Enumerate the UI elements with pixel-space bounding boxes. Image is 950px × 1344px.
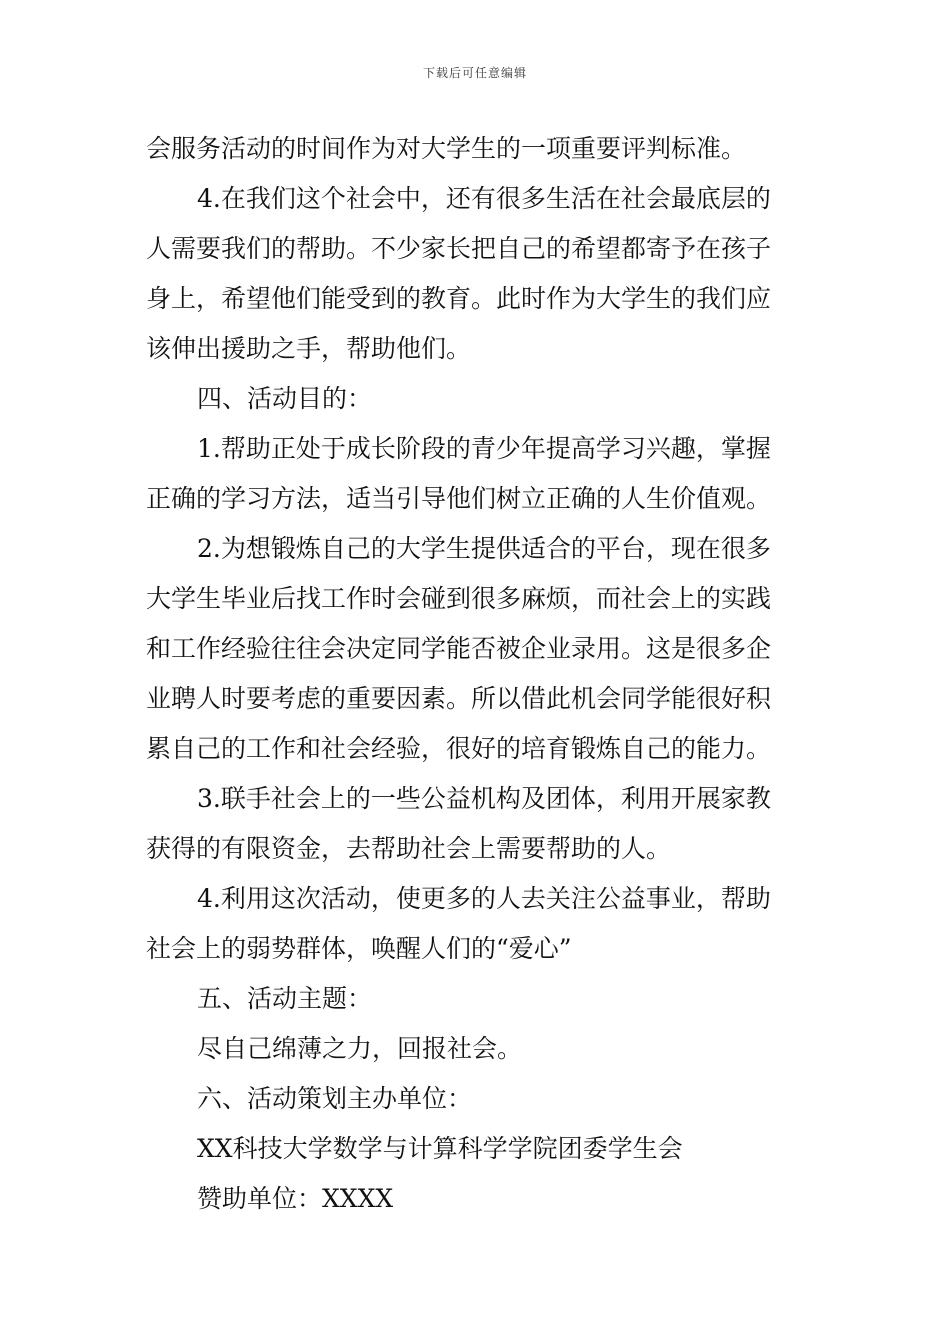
text-line: 1.帮助正处于成长阶段的青少年提高学习兴趣，掌握 (197, 434, 771, 463)
text-line: 获得的有限资金，去帮助社会上需要帮助的人。 (146, 834, 672, 863)
text-line: 大学生毕业后找工作时会碰到很多麻烦，而社会上的实践 (146, 584, 772, 613)
text-line: 正确的学习方法，适当引导他们树立正确的人生价值观。 (146, 484, 772, 513)
text-line: 4.在我们这个社会中，还有很多生活在社会最底层的 (197, 184, 771, 213)
text-line: 人需要我们的帮助。不少家长把自己的希望都寄予在孩子 (146, 234, 772, 263)
text-line: 4.利用这次活动，使更多的人去关注公益事业，帮助 (197, 884, 771, 913)
text-line: 和工作经验往往会决定同学能否被企业录用。这是很多企 (146, 634, 772, 663)
text-line: 身上，希望他们能受到的教育。此时作为大学生的我们应 (146, 284, 772, 313)
section-heading: 六、活动策划主办单位： (197, 1084, 473, 1113)
text-line: XX科技大学数学与计算科学学院团委学生会 (197, 1134, 683, 1163)
section-heading: 五、活动主题： (197, 984, 373, 1013)
text-line: 尽自己绵薄之力，回报社会。 (197, 1034, 523, 1063)
text-line: 该伸出援助之手，帮助他们。 (146, 334, 472, 363)
document-body (146, 124, 812, 1224)
text-line: 会服务活动的时间作为对大学生的一项重要评判标准。 (146, 134, 747, 163)
text-line: 累自己的工作和社会经验，很好的培育锻炼自己的能力。 (146, 734, 772, 763)
text-line: 2.为想锻炼自己的大学生提供适合的平台，现在很多 (197, 534, 771, 563)
text-line: 业聘人时要考虑的重要因素。所以借此机会同学能很好积 (146, 684, 772, 713)
text-line: 社会上的弱势群体，唤醒人们的“爱心” (146, 934, 572, 963)
text-line: 赞助单位：XXXX (197, 1184, 394, 1213)
page-header: 下载后可任意编辑 (422, 66, 527, 80)
section-heading: 四、活动目的： (197, 384, 373, 413)
text-line: 3.联手社会上的一些公益机构及团体，利用开展家教 (197, 784, 771, 813)
